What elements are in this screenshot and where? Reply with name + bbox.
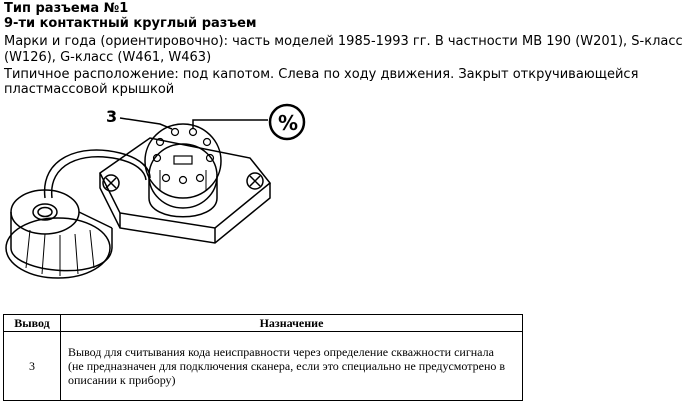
connector-subtitle: 9-ти контактный круглый разъем xyxy=(4,16,257,31)
header-purpose: Назначение xyxy=(61,315,523,332)
connector-type-title: Тип разъема №1 xyxy=(4,1,129,16)
table-row xyxy=(4,332,523,401)
pin-cell: 3 xyxy=(4,332,61,401)
table-header-row xyxy=(4,315,523,332)
connector-diagram xyxy=(0,98,330,298)
protective-cap xyxy=(6,190,112,278)
info-line-location-cont: пластмассовой крышкой xyxy=(4,82,175,97)
pin-number-label: 3 xyxy=(106,107,118,126)
description-cell xyxy=(61,332,523,401)
duty-cycle-icon: % xyxy=(278,111,299,135)
description-note: (не предназначен для подключения сканера, если это специально не предусмотрено в описании к прибору) xyxy=(68,359,506,387)
pin-assignment-table xyxy=(3,314,523,401)
description-line: Вывод для считывания кода неисправности через определение скважности сигнала xyxy=(68,345,494,359)
info-line-models-cont: (W126), G-класс (W461, W463) xyxy=(4,50,212,65)
connector-flange xyxy=(100,138,270,243)
info-line-models: Марки и года (ориентировочно): часть моделей 1985-1993 гг. В частности MB 190 (W201), S-класс xyxy=(4,34,683,49)
info-line-location: Типичное расположение: под капотом. Слева по ходу движения. Закрыт откручивающейся xyxy=(4,67,639,82)
flange-screw-right xyxy=(247,173,263,189)
header-pin: Вывод xyxy=(4,315,61,332)
